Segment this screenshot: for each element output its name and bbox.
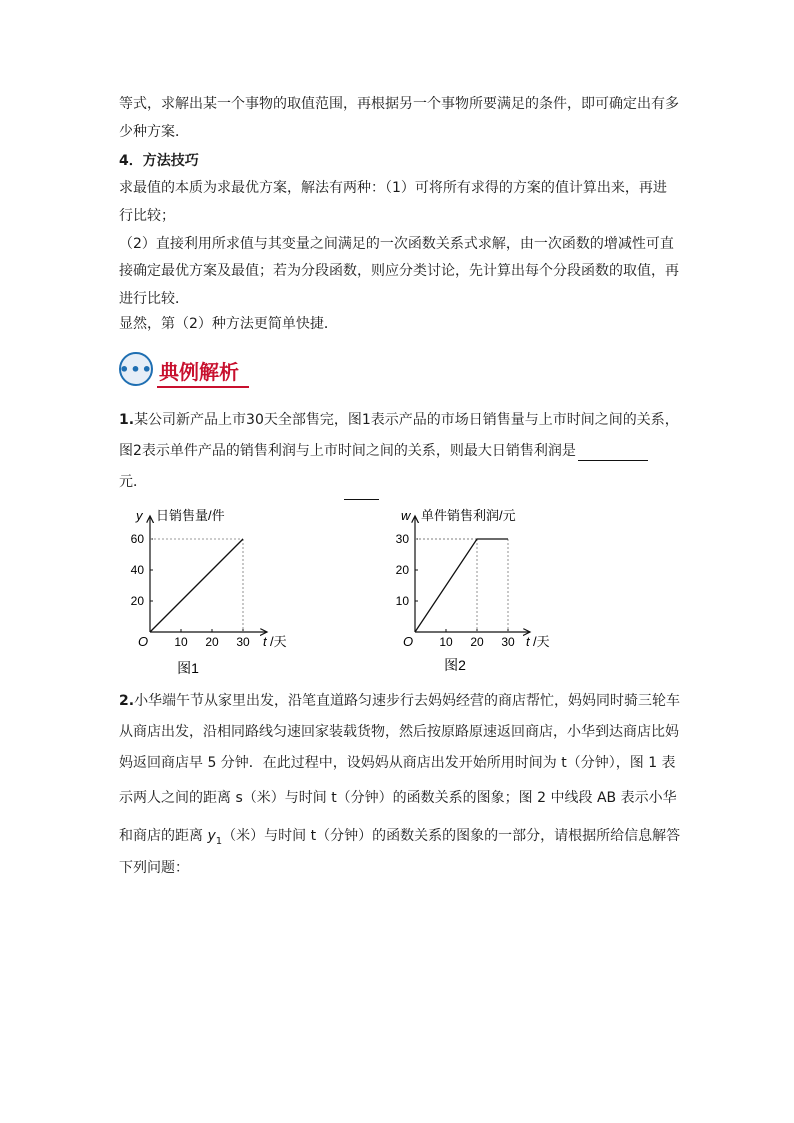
divider	[344, 499, 379, 500]
series-line	[415, 539, 508, 632]
text-line: 下列问题：	[119, 860, 189, 876]
text-line: 求最值的本质为求最优方案，解法有两种：（1）可将所有求得的方案的值计算出来，再进	[119, 180, 667, 196]
variable-subscript: 1	[215, 835, 223, 847]
x-tick-label: 20	[205, 635, 219, 649]
x-tick-label: 30	[501, 635, 515, 649]
x-tick-label: 20	[470, 635, 484, 649]
text-line: 行比较；	[119, 208, 175, 224]
question-text: （米）与时间 t（分钟）的函数关系的图象的一部分，请根据所给信息解答	[222, 828, 681, 844]
series-line	[150, 539, 243, 632]
ellipsis-circle-icon: •••	[119, 352, 153, 386]
text-line: 元．	[119, 474, 147, 490]
figure-1	[115, 500, 325, 685]
y-axis-label: 日销售量/件	[156, 508, 225, 523]
question-2-line	[119, 691, 680, 711]
text-line: 进行比较．	[119, 291, 189, 307]
question-2-line	[119, 826, 680, 852]
y-tick-label: 20	[130, 594, 144, 608]
x-tick-label: 30	[236, 635, 250, 649]
y-tick-label: 10	[395, 594, 409, 608]
y-tick-label: 40	[130, 563, 144, 577]
question-1-line	[119, 441, 648, 461]
text-line: （2）直接利用所求值与其变量之间满足的一次函数关系式求解，由一次函数的增减性可直	[119, 236, 674, 252]
x-axis-label: /天	[270, 634, 287, 649]
x-axis-variable: t	[263, 634, 267, 649]
y-tick-label: 30	[395, 532, 409, 546]
question-number: 2.	[119, 693, 135, 709]
figure-caption: 图1	[177, 660, 199, 676]
x-axis-variable: t	[526, 634, 530, 649]
question-text: 小华端午节从家里出发，沿笔直道路匀速步行去妈妈经营的商店帮忙，妈妈同时骑三轮车	[134, 693, 681, 709]
banner-underline	[157, 386, 249, 388]
question-1-line	[119, 410, 679, 430]
y-tick-label: 60	[130, 532, 144, 546]
x-tick-label: 10	[439, 635, 453, 649]
figure-2	[385, 500, 585, 685]
y-axis-variable: w	[401, 508, 411, 523]
y-tick-label: 20	[395, 563, 409, 577]
text-line: 少种方案．	[119, 124, 189, 140]
text-line: 示两人之间的距离 s（米）与时间 t（分钟）的函数关系的图象；图 2 中线段 AB 表示小华	[119, 790, 677, 806]
text-line: 接确定最优方案及最值；若为分段函数，则应分类讨论，先计算出每个分段函数的取值，再	[119, 263, 679, 279]
question-text: 某公司新产品上市30天全部售完，图1表示产品的市场日销售量与上市时间之间的关系，	[134, 412, 679, 428]
origin-label: O	[138, 634, 149, 649]
figure-caption: 图2	[444, 657, 466, 673]
section-heading: 4．方法技巧	[119, 153, 199, 169]
question-text: 图2表示单件产品的销售利润与上市时间之间的关系，则最大日销售利润是	[119, 443, 576, 459]
x-tick-label: 10	[174, 635, 188, 649]
origin-label: O	[403, 634, 414, 649]
variable-y: y	[207, 828, 216, 844]
question-text: 和商店的距离	[119, 828, 208, 844]
section-banner	[119, 350, 249, 390]
y-axis-variable: y	[136, 508, 143, 523]
text-line: 显然，第（2）种方法更简单快捷．	[119, 316, 338, 332]
y-axis-label: 单件销售利润/元	[421, 508, 516, 523]
x-axis-label: /天	[533, 634, 550, 649]
question-number: 1.	[119, 412, 135, 428]
banner-title: 典例解析	[159, 360, 239, 384]
text-line: 从商店出发，沿相同路线匀速回家装载货物，然后按原路原速返回商店，小华到达商店比妈	[119, 724, 679, 740]
text-line: 等式，求解出某一个事物的取值范围，再根据另一个事物所要满足的条件，即可确定出有多	[119, 96, 679, 112]
answer-blank[interactable]	[578, 444, 648, 461]
text-line: 妈返回商店早 5 分钟．在此过程中，设妈妈从商店出发开始所用时间为 t（分钟），图 1 表	[119, 755, 676, 771]
